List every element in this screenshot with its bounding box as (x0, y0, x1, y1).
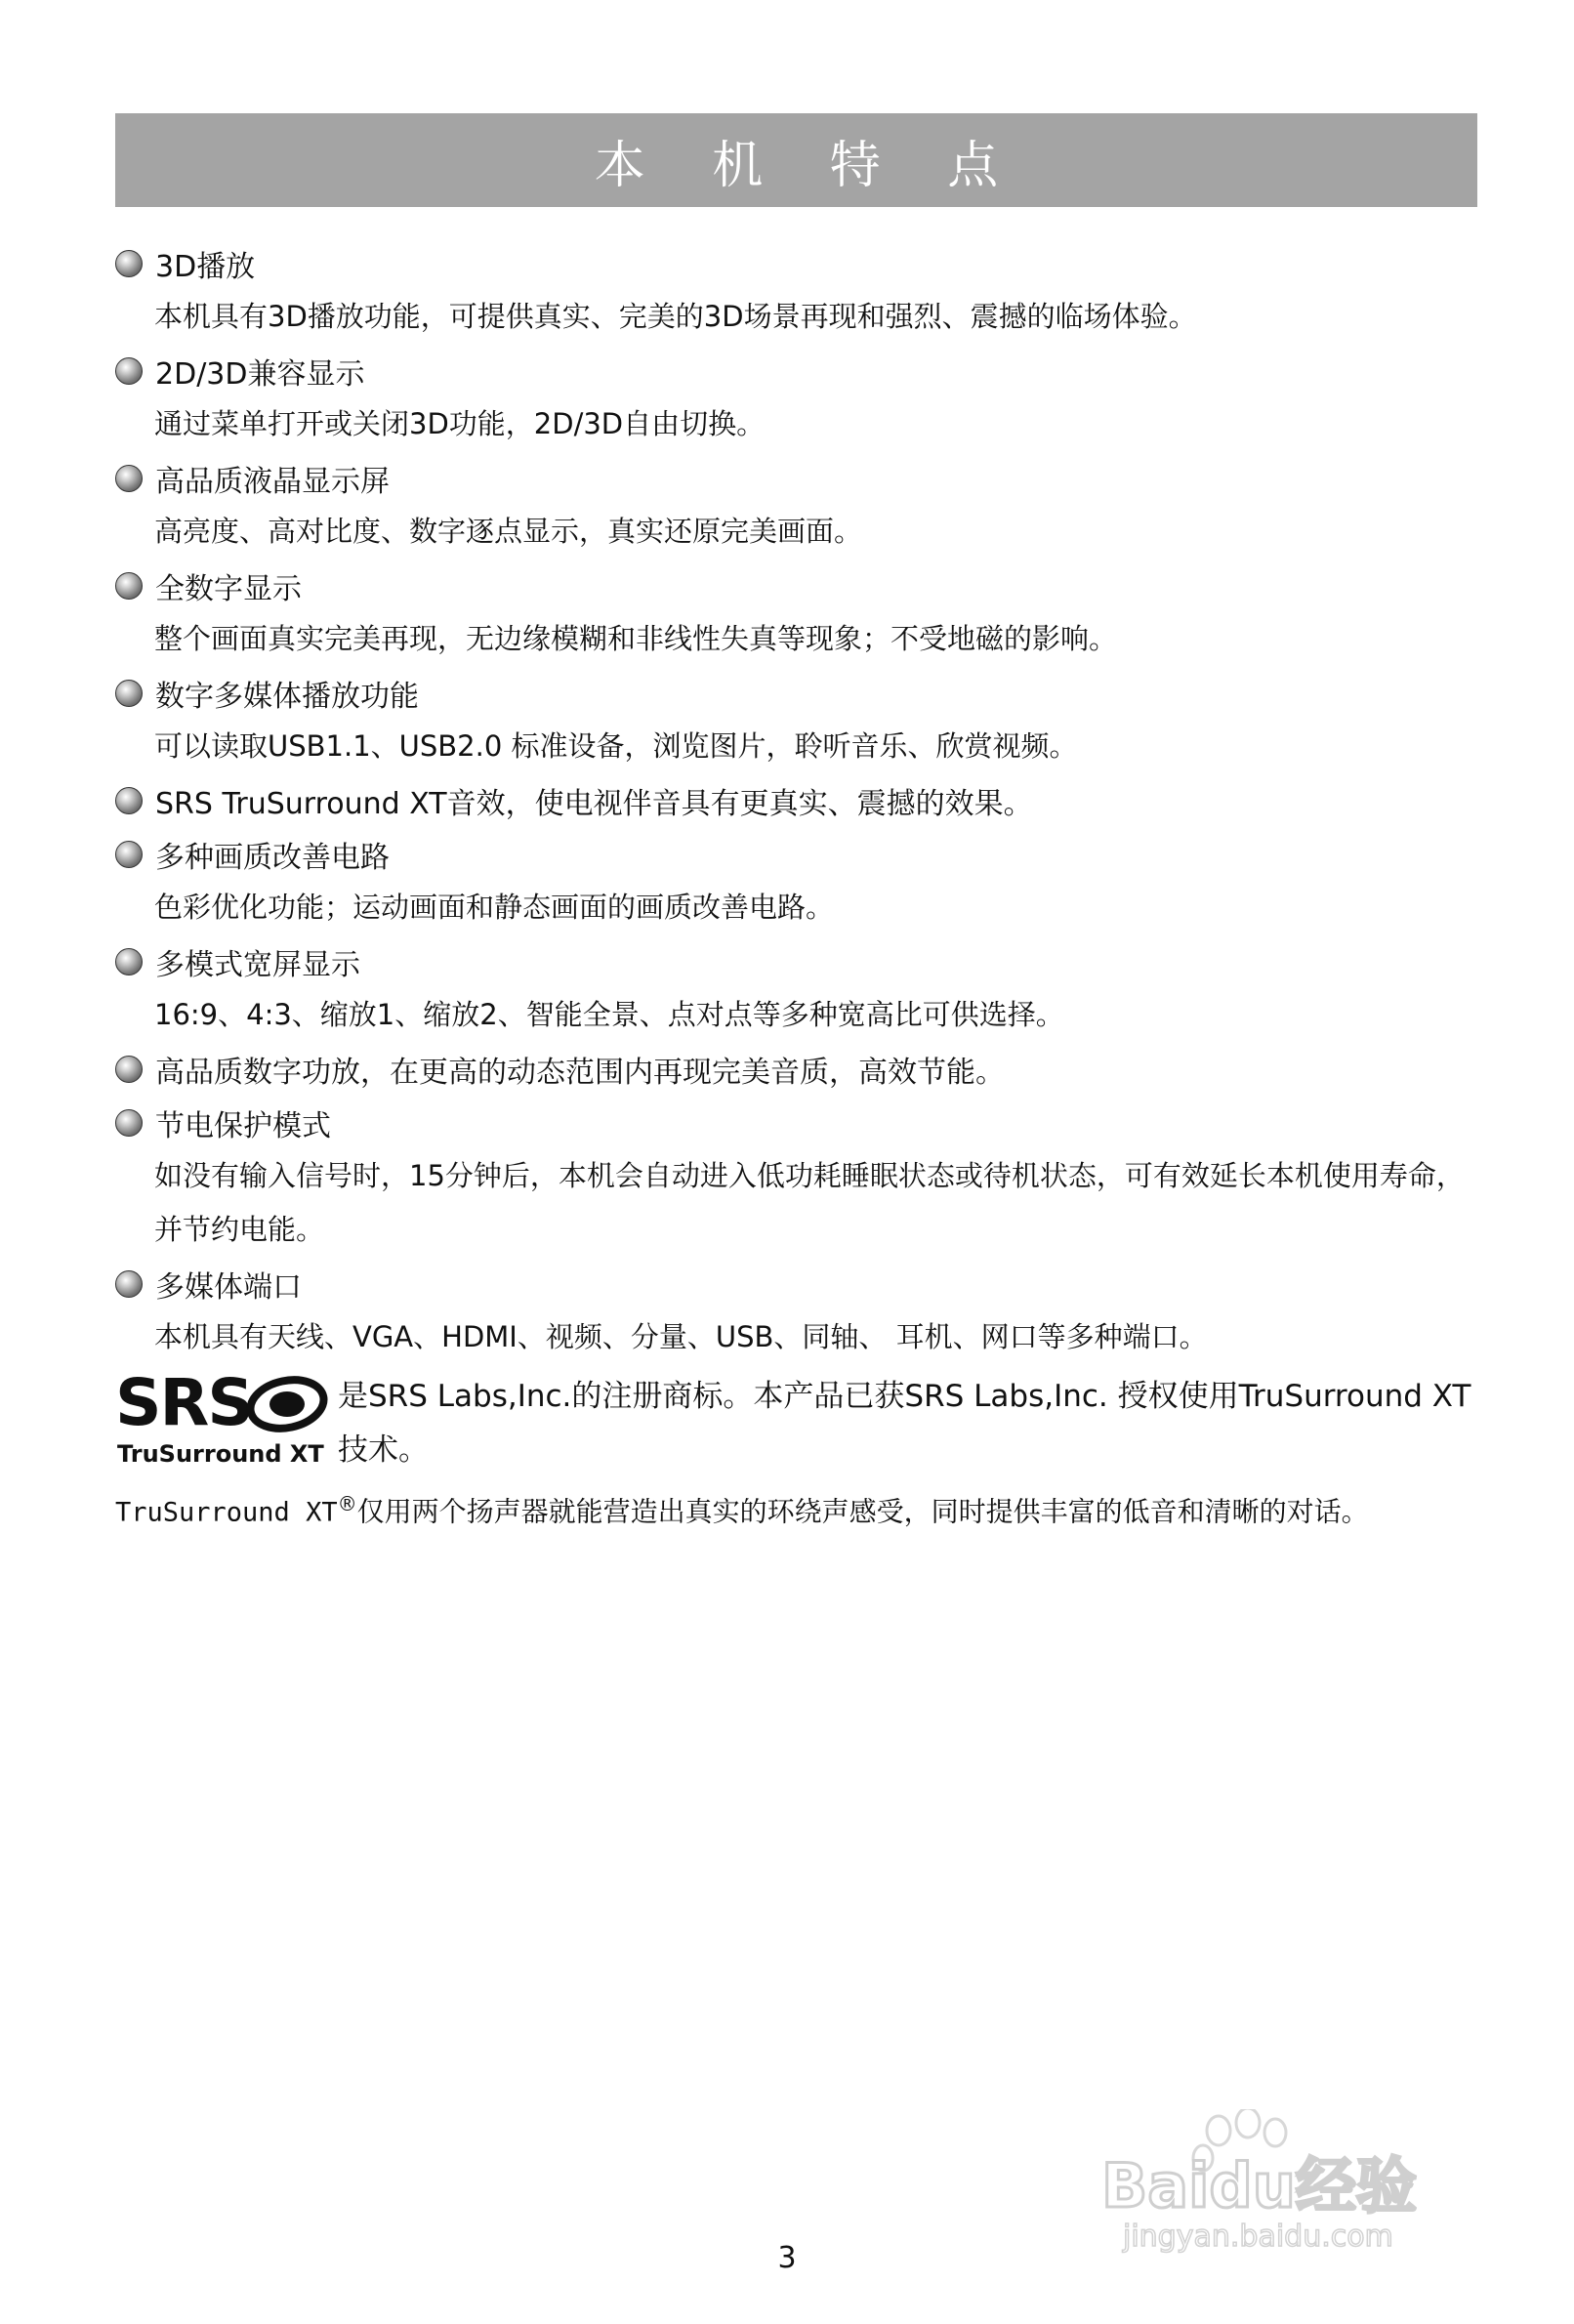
feature-heading: SRS TruSurround XT音效，使电视伴音具有更真实、震撼的效果。 (155, 786, 1033, 821)
bullet-icon (115, 787, 143, 814)
feature-heading: 全数字显示 (155, 571, 302, 606)
feature-list (115, 236, 1477, 1539)
feature-heading: 2D/3D兼容显示 (155, 356, 365, 392)
feature-description: 通过菜单打开或关闭3D功能，2D/3D自由切换。 (154, 407, 766, 440)
feature-heading: 多媒体端口 (155, 1269, 302, 1305)
srs-logo-subtext: TruSurround XT (117, 1440, 324, 1468)
feature-item (115, 559, 1477, 666)
bullet-icon (115, 1109, 143, 1137)
feature-heading: 多种画质改善电路 (155, 840, 390, 875)
srs-logo-graphic (115, 1370, 334, 1468)
trusurround-note-text: 仅用两个扬声器就能营造出真实的环绕声感受，同时提供丰富的低音和清晰的对话。 (356, 1495, 1369, 1528)
feature-item (115, 451, 1477, 559)
feature-item (115, 827, 1477, 934)
bullet-icon (115, 1056, 143, 1083)
trusurround-note (115, 1477, 1477, 1539)
feature-item (115, 773, 1477, 827)
feature-description: 色彩优化功能；运动画面和静态画面的画质改善电路。 (154, 891, 835, 924)
bullet-icon (115, 841, 143, 868)
srs-logo-text: SRS (115, 1370, 252, 1440)
page-number: 3 (777, 2241, 797, 2275)
feature-description: 可以读取USB1.1、USB2.0 标准设备，浏览图片，聆听音乐、欣赏视频。 (154, 729, 1078, 763)
watermark-url: jingyan.baidu.com (1123, 2220, 1393, 2254)
bullet-icon (115, 465, 143, 492)
feature-item (115, 1257, 1477, 1364)
feature-heading: 节电保护模式 (155, 1108, 331, 1143)
feature-description: 高亮度、高对比度、数字逐点显示，真实还原完美画面。 (154, 515, 863, 548)
bullet-icon (115, 1270, 143, 1298)
registered-mark: ® (337, 1492, 357, 1515)
feature-heading: 多模式宽屏显示 (155, 947, 360, 982)
srs-statement: 是SRS Labs,Inc.的注册商标。本产品已获SRS Labs,Inc. 授权使用TruSurround XT技术。 (338, 1379, 1471, 1468)
trusurround-brand: TruSurround XT (115, 1497, 338, 1528)
bullet-icon (115, 250, 143, 277)
feature-item (115, 1042, 1477, 1096)
feature-description: 16:9、4:3、缩放1、缩放2、智能全景、点对点等多种宽高比可供选择。 (154, 998, 1064, 1031)
feature-description: 整个画面真实完美再现，无边缘模糊和非线性失真等现象；不受地磁的影响。 (154, 622, 1118, 655)
srs-trademark-block (115, 1370, 1477, 1477)
srs-logo (115, 1370, 334, 1468)
feature-heading: 高品质液晶显示屏 (155, 464, 390, 499)
baidu-watermark (1094, 2109, 1484, 2256)
feature-item (115, 666, 1477, 773)
bullet-icon (115, 572, 143, 600)
feature-item (115, 1096, 1477, 1257)
feature-item (115, 344, 1477, 451)
feature-item (115, 934, 1477, 1042)
bullet-icon (115, 680, 143, 707)
bullet-icon (115, 357, 143, 385)
feature-description: 本机具有天线、VGA、HDMI、视频、分量、USB、同轴、 耳机、网口等多种端口。 (154, 1320, 1208, 1353)
feature-description: 本机具有3D播放功能，可提供真实、完美的3D场景再现和强烈、震撼的临场体验。 (154, 300, 1197, 333)
page-title: 本 机 特 点 (594, 136, 1024, 195)
feature-description: 如没有输入信号时，15分钟后，本机会自动进入低功耗睡眠状态或待机状态，可有效延长本机使用寿命，并节约电能。 (154, 1159, 1465, 1246)
watermark-brand: Baidu经验 (1101, 2150, 1417, 2221)
title-bar (115, 113, 1477, 207)
feature-heading: 高品质数字功放，在更高的动态范围内再现完美音质，高效节能。 (155, 1055, 1005, 1090)
baidu-paw-icon (1094, 2109, 1484, 2256)
feature-heading: 数字多媒体播放功能 (155, 679, 419, 714)
feature-item (115, 236, 1477, 344)
feature-heading: 3D播放 (155, 249, 256, 284)
bullet-icon (115, 948, 143, 975)
